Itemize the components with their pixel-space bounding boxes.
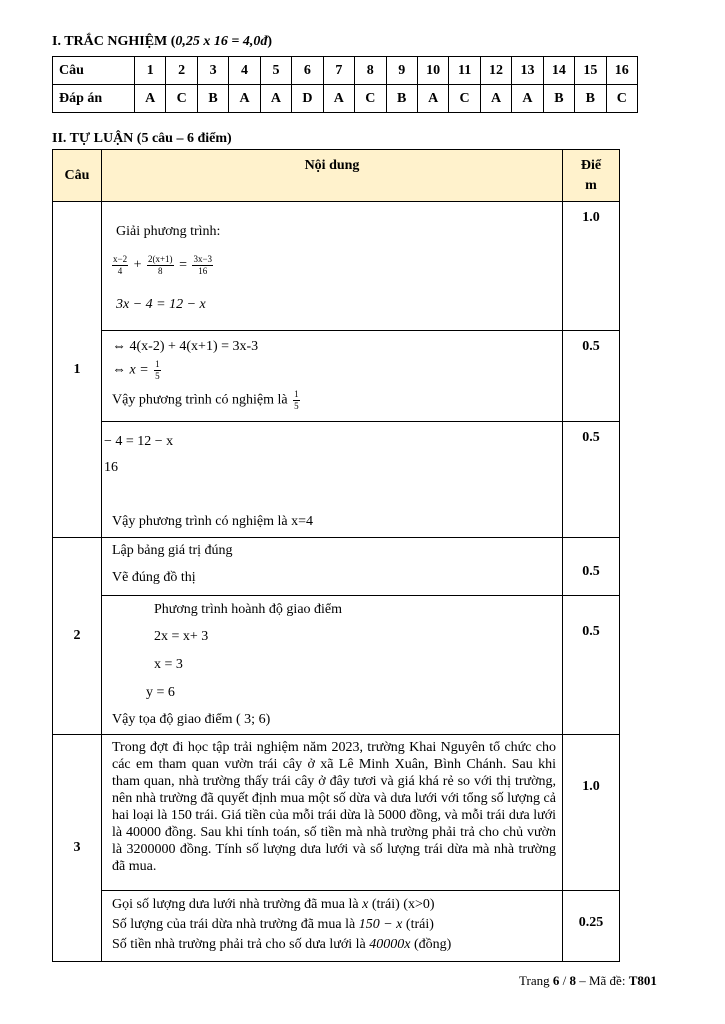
q1-line: 3x − 4 = 12 − x <box>116 297 206 312</box>
q3-line2: Số lượng của trái dừa nhà trường đã mua là 150 − x (trái) <box>112 917 434 932</box>
question-number: 16 <box>606 57 637 85</box>
q1-part-c-score: 0.5 <box>563 422 620 538</box>
header-score: Điể m <box>563 150 620 202</box>
question-number: 6 <box>292 57 323 85</box>
q3-part-b-row <box>53 891 620 962</box>
question-number: 2 <box>166 57 197 85</box>
q2-part-b-row <box>53 596 620 735</box>
answer-value: D <box>292 85 323 113</box>
section1-title: I. TRẮC NGHIỆM (0,25 x 16 = 4,0đ) <box>52 34 273 49</box>
answer-value: C <box>355 85 386 113</box>
answer-value: B <box>197 85 228 113</box>
answer-value: A <box>323 85 354 113</box>
q1-equation: $\frac{x-2}{4}$ + $\frac{2(x+1)}{8}$ = $\frac{3x-3}{16}$ <box>113 254 213 276</box>
q3-problem-text: Trong đợt đi học tập trải nghiệm năm 2023, trường Khai Nguyên tổ chức cho các em tham quan vườn trái cây ở xã Lê Minh Xuân, Bình Chánh. Sau khi tham quan, nhà trường thấy trái cây ở đây tươi và giá khá rẻ so với thị trường, nên nhà trường đã quyết định mua một số dừa và dưa lưới với tổng số lượng cả hai loại là 150 trái. Giá tiền của mỗi trái dừa là 5000 đồng, và mỗi trái dưa lưới là 40000 đồng. Sau khi tính toán, số tiền mà nhà trường phải trả cho chủ vườn là 3200000 đồng. Tính số lượng dưa lưới và số lượng trái dừa mà nhà trường đã mua. <box>112 740 556 874</box>
question-number: 7 <box>323 57 354 85</box>
question-number: 4 <box>229 57 260 85</box>
q3-number: 3 <box>53 735 102 962</box>
question-number: 11 <box>449 57 480 85</box>
q1-instruction: Giải phương trình: <box>116 224 221 239</box>
q1-step2: ⇔ x = $\frac{1}{5}$ <box>112 359 160 381</box>
question-number: 10 <box>417 57 448 85</box>
q2-part-a-content <box>102 538 563 596</box>
answer-value: A <box>229 85 260 113</box>
q3-part-b-score: 0.25 <box>563 891 620 962</box>
answer-value: A <box>512 85 543 113</box>
q2-step1: Phương trình hoành độ giao điểm <box>154 602 343 617</box>
question-row-label: Câu <box>53 57 135 85</box>
answer-value: C <box>166 85 197 113</box>
q1-part-b-score: 0.5 <box>563 331 620 422</box>
question-number: 15 <box>575 57 606 85</box>
question-number: 8 <box>355 57 386 85</box>
q1-part-b-row <box>53 331 620 422</box>
q2-line2: Vẽ đúng đồ thị <box>112 570 196 585</box>
answer-value: C <box>449 85 480 113</box>
q1-part-a-score: 1.0 <box>563 202 620 331</box>
question-row <box>53 57 638 85</box>
q3-part-a-row <box>53 735 620 891</box>
answer-row-label: Đáp án <box>53 85 135 113</box>
question-number: 12 <box>480 57 511 85</box>
answer-value: C <box>606 85 637 113</box>
question-number: 3 <box>197 57 228 85</box>
q1-conclusion: Vậy phương trình có nghiệm là x=4 <box>112 514 313 529</box>
answer-value: A <box>135 85 166 113</box>
question-number: 13 <box>512 57 543 85</box>
q1-part-c-row <box>53 422 620 538</box>
answer-key-table <box>52 56 638 113</box>
q1-step3: Vậy phương trình có nghiệm là $\frac{1}{5}$ <box>112 389 299 411</box>
answer-row <box>53 85 638 113</box>
q2-line1: Lập bảng giá trị đúng <box>112 543 233 558</box>
answer-value: B <box>575 85 606 113</box>
q2-part-b-content <box>102 596 563 735</box>
header-row <box>53 150 620 202</box>
question-number: 9 <box>386 57 417 85</box>
q1-part-c-content <box>102 422 563 538</box>
question-number: 5 <box>260 57 291 85</box>
q1-step1: ⇔ 4(x-2) + 4(x+1) = 3x-3 <box>112 339 259 354</box>
q3-line3: Số tiền nhà trường phải trả cho số dưa lưới là 40000x (đồng) <box>112 937 452 952</box>
q1-partial-line: − 4 = 12 − x <box>104 434 174 449</box>
header-content: Nội dung <box>102 150 563 202</box>
answer-value: A <box>417 85 448 113</box>
q1-partial-number: 16 <box>104 460 118 475</box>
answer-value: B <box>543 85 574 113</box>
q2-part-a-row <box>53 538 620 596</box>
q2-conclusion: Vậy tọa độ giao điểm ( 3; 6) <box>112 712 271 727</box>
essay-table <box>52 149 620 962</box>
q2-step4: y = 6 <box>146 685 175 700</box>
q3-part-b-content <box>102 891 563 962</box>
answer-value: A <box>480 85 511 113</box>
page-footer: Trang 6 / 8 – Mã đề: T801 <box>519 973 657 988</box>
q1-part-a-content <box>102 202 563 331</box>
q2-part-b-score: 0.5 <box>563 596 620 735</box>
q1-number: 1 <box>53 202 102 538</box>
q2-step3: x = 3 <box>154 657 183 672</box>
q3-part-a-content <box>102 735 563 891</box>
section2-title: II. TỰ LUẬN (5 câu – 6 điểm) <box>52 131 232 146</box>
question-number: 14 <box>543 57 574 85</box>
q3-line1: Gọi số lượng dưa lưới nhà trường đã mua là x (trái) (x>0) <box>112 897 435 912</box>
answer-value: B <box>386 85 417 113</box>
header-question: Câu <box>53 150 102 202</box>
q1-part-b-content <box>102 331 563 422</box>
q2-step2: 2x = x+ 3 <box>154 629 209 644</box>
question-number: 1 <box>135 57 166 85</box>
answer-value: A <box>260 85 291 113</box>
q2-part-a-score: 0.5 <box>563 538 620 596</box>
q2-number: 2 <box>53 538 102 735</box>
q1-part-a-row <box>53 202 620 331</box>
q3-part-a-score: 1.0 <box>563 735 620 891</box>
